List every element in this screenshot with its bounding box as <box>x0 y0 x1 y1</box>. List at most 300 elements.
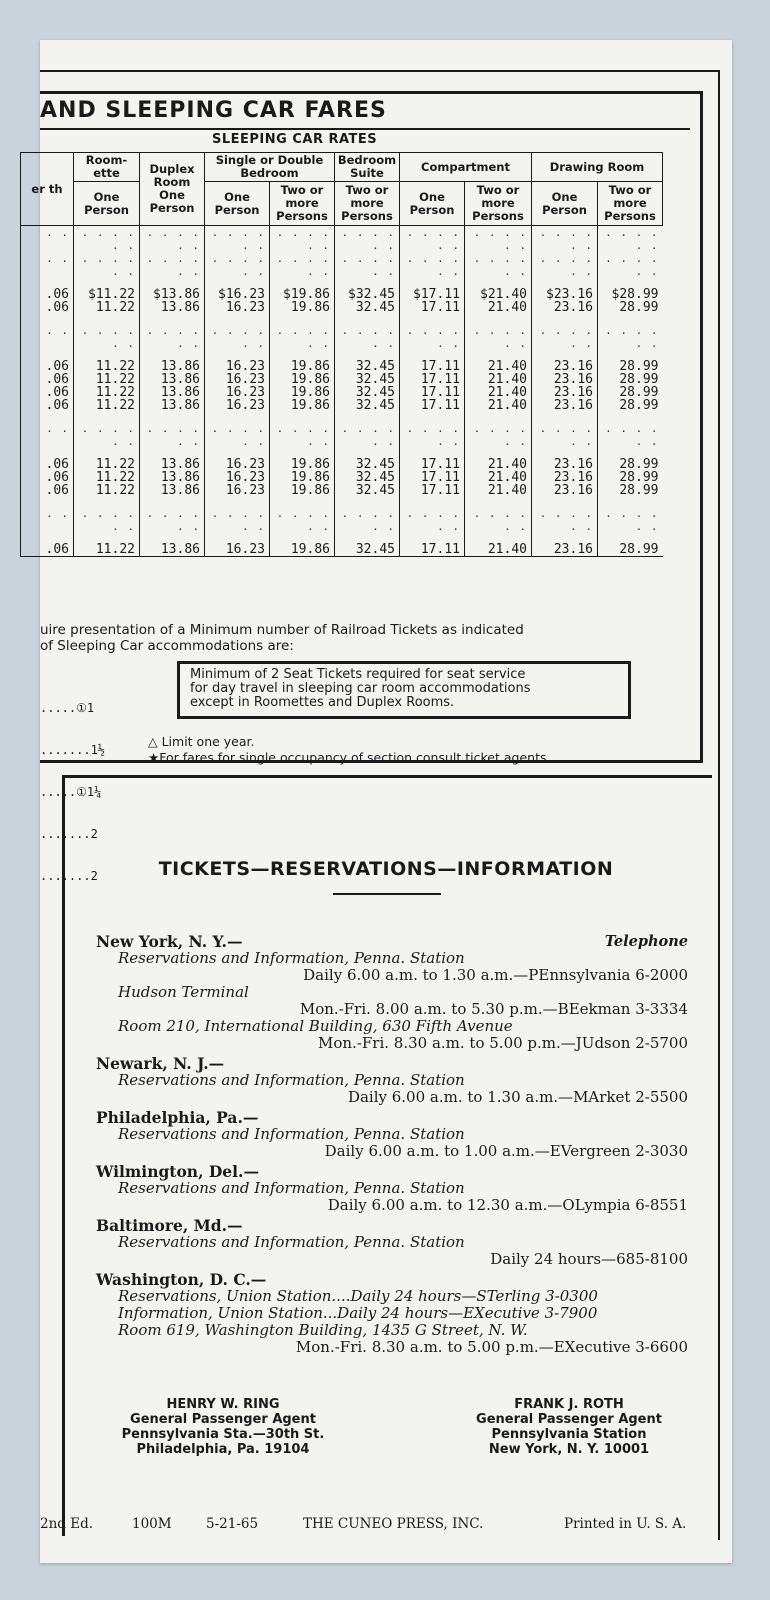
leader-dots <box>465 422 532 448</box>
spacer-cell <box>532 314 598 324</box>
leader-dots <box>465 226 532 253</box>
spacer-cell <box>598 497 663 507</box>
notice-line: Minimum of 2 Seat Tickets required for seat service <box>190 667 526 682</box>
leader-dots <box>270 324 335 350</box>
rate-cell: $19.86 <box>270 288 335 301</box>
rate-cell: 11.22 <box>74 360 140 373</box>
agent-city: New York, N. Y. 10001 <box>488 1442 650 1457</box>
timetable-page <box>31 40 732 1563</box>
rate-cell: 17.11 <box>400 373 465 386</box>
rate-cell: 28.99 <box>598 471 663 484</box>
rate-cell: $23.16 <box>532 288 598 301</box>
rate-cell: 19.86 <box>270 399 335 412</box>
dots: . . . . . . <box>406 422 460 448</box>
spacer-cell <box>74 412 140 422</box>
spacer-row <box>21 497 663 507</box>
leader-dots <box>335 226 400 253</box>
minimum-item: .......2 <box>40 869 98 883</box>
office-block <box>96 1163 688 1214</box>
office-hours-phone: Daily 6.00 a.m. to 1.00 a.m.—EVergreen 2-3030 <box>324 1142 688 1160</box>
office-city: Baltimore, Md.— <box>96 1216 243 1235</box>
leader-dots <box>532 226 598 253</box>
spacer-cell <box>21 412 74 422</box>
office-location: Reservations and Information, Penna. Station <box>118 1179 465 1197</box>
rate-cell: .06 <box>21 399 74 412</box>
rate-row <box>21 543 663 557</box>
subheader-cell: One Person <box>400 182 465 226</box>
rate-cell: 17.11 <box>400 360 465 373</box>
rates-body <box>21 226 663 557</box>
dotted-row <box>21 226 663 253</box>
spacer-cell <box>465 497 532 507</box>
dots: . . . . . . <box>473 422 527 448</box>
spacer-cell <box>335 497 400 507</box>
leader-dots <box>598 422 663 448</box>
dots: . . . . . . <box>276 507 330 533</box>
agent-name: HENRY W. RING <box>166 1397 280 1412</box>
leader-dots <box>21 226 74 253</box>
rate-cell: 32.45 <box>335 301 400 314</box>
leader-dots <box>598 226 663 253</box>
rate-cell: 32.45 <box>335 399 400 412</box>
rate-cell: 32.45 <box>335 543 400 557</box>
rate-cell: 23.16 <box>532 301 598 314</box>
rate-cell: 21.40 <box>465 373 532 386</box>
minimum-item: .....①1¼ <box>40 785 102 799</box>
rate-cell: 23.16 <box>532 360 598 373</box>
rate-cell: 16.23 <box>205 373 270 386</box>
leader-dots <box>270 226 335 253</box>
dots: . . . . . . <box>211 324 265 350</box>
dotted-row <box>21 507 663 533</box>
spacer-cell <box>140 412 205 422</box>
dots: . . . . . . <box>211 252 265 278</box>
rate-cell: 13.86 <box>140 484 205 497</box>
spacer-cell <box>205 412 270 422</box>
spacer-cell <box>598 412 663 422</box>
office-location: Reservations and Information, Penna. Station <box>118 1233 465 1251</box>
rate-cell: 13.86 <box>140 373 205 386</box>
leader-dots <box>270 422 335 448</box>
office-location: Reservations, Union Station....Daily 24 hours—STerling 3-0300 <box>118 1287 598 1305</box>
leader-dots <box>465 324 532 350</box>
rate-cell: 21.40 <box>465 484 532 497</box>
rate-cell: 16.23 <box>205 458 270 471</box>
edition: 2nd Ed. <box>40 1516 94 1532</box>
title-divider <box>40 128 690 130</box>
leader-dots <box>74 324 140 350</box>
dots: . . . . . . <box>605 324 659 350</box>
spacer-cell <box>21 497 74 507</box>
single-occupancy-footnote: ★For fares for single occupancy of section consult ticket agents. <box>148 750 551 765</box>
spacer-cell <box>598 314 663 324</box>
rate-cell: 23.16 <box>532 543 598 557</box>
leader-dots <box>270 507 335 533</box>
dots: . . . . . . <box>473 324 527 350</box>
spacer-cell <box>270 497 335 507</box>
office-block <box>96 933 688 1052</box>
rate-cell: 32.45 <box>335 471 400 484</box>
rate-cell: $17.11 <box>400 288 465 301</box>
office-location: Reservations and Information, Penna. Station <box>118 1125 465 1143</box>
rate-cell: 28.99 <box>598 373 663 386</box>
rate-cell: 13.86 <box>140 471 205 484</box>
spacer-cell <box>74 497 140 507</box>
rate-cell: 23.16 <box>532 484 598 497</box>
rate-cell: 21.40 <box>465 458 532 471</box>
dots: . . . . . . <box>539 507 593 533</box>
office-hours-phone: Daily 6.00 a.m. to 1.30 a.m.—PEnnsylvania 6-2000 <box>303 966 688 984</box>
rate-cell: $32.45 <box>335 288 400 301</box>
dots: . . . . . . <box>341 324 395 350</box>
agent-station: Pennsylvania Sta.—30th St. <box>121 1427 325 1442</box>
office-hours-phone: Daily 6.00 a.m. to 12.30 a.m.—OLympia 6-8551 <box>327 1196 688 1214</box>
header-bedroom-suite: Bedroom Suite <box>335 153 400 182</box>
dots: . . . . . . <box>81 252 135 278</box>
office-hours-phone: Daily 24 hours—685-8100 <box>490 1250 688 1268</box>
dots: . . . . . . <box>341 252 395 278</box>
rate-cell: 28.99 <box>598 484 663 497</box>
leader-dots <box>74 252 140 278</box>
dots: . . . . . . <box>276 422 330 448</box>
notice-line: for day travel in sleeping car room accommodations <box>190 681 531 696</box>
rate-cell: 19.86 <box>270 458 335 471</box>
minimum-item: .....①1 <box>40 701 95 715</box>
leader-dots <box>598 252 663 278</box>
office-hours-phone: Mon.-Fri. 8.30 a.m. to 5.00 p.m.—EXecutive 3-6600 <box>295 1338 688 1356</box>
rate-cell: 17.11 <box>400 471 465 484</box>
rate-cell: 11.22 <box>74 301 140 314</box>
office-block <box>96 1217 688 1268</box>
spacer-cell <box>140 497 205 507</box>
rate-cell: $28.99 <box>598 288 663 301</box>
leader-dots <box>205 252 270 278</box>
spacer-cell <box>140 314 205 324</box>
spacer-cell <box>205 314 270 324</box>
dots: . . . . . . <box>211 507 265 533</box>
dots: . . . . . . <box>605 226 659 252</box>
notice-line: except in Roomettes and Duplex Rooms. <box>190 695 455 710</box>
rate-cell: 19.86 <box>270 471 335 484</box>
rate-cell: 28.99 <box>598 458 663 471</box>
rate-cell: 17.11 <box>400 301 465 314</box>
dots: . . . . . . <box>146 422 200 448</box>
agent-new-york <box>444 1397 694 1457</box>
rate-cell: 17.11 <box>400 399 465 412</box>
rate-cell: 28.99 <box>598 386 663 399</box>
leader-dots <box>205 226 270 253</box>
dots: . . <box>46 324 69 337</box>
rate-cell: 21.40 <box>465 543 532 557</box>
dots: . . . . . . <box>146 324 200 350</box>
rate-cell: 16.23 <box>205 543 270 557</box>
rate-cell: 21.40 <box>465 399 532 412</box>
agent-title: General Passenger Agent <box>476 1412 662 1427</box>
spacer-cell <box>465 314 532 324</box>
header-compartment: Compartment <box>400 153 532 182</box>
leader-dots <box>74 422 140 448</box>
office-city: Newark, N. J.— <box>96 1054 225 1073</box>
rate-cell: 16.23 <box>205 360 270 373</box>
rate-cell: 23.16 <box>532 373 598 386</box>
leader-dots <box>21 422 74 448</box>
office-location: Reservations and Information, Penna. Station <box>118 1071 465 1089</box>
rate-cell: 19.86 <box>270 301 335 314</box>
dots: . . . . . . <box>341 422 395 448</box>
rate-cell: 23.16 <box>532 471 598 484</box>
office-location: Hudson Terminal <box>118 983 249 1001</box>
dots: . . . . . . <box>81 422 135 448</box>
rate-cell: 32.45 <box>335 458 400 471</box>
leader-dots <box>205 324 270 350</box>
dotted-row <box>21 252 663 278</box>
rate-row <box>21 301 663 314</box>
office-block <box>96 1109 688 1160</box>
dots: . . <box>46 507 69 520</box>
dots: . . . . . . <box>539 422 593 448</box>
spacer-cell <box>400 412 465 422</box>
rate-cell: 11.22 <box>74 543 140 557</box>
note-line: uire presentation of a Minimum number of Railroad Tickets as indicated <box>40 622 524 638</box>
rate-cell: 11.22 <box>74 386 140 399</box>
dots: . . . . . . <box>276 226 330 252</box>
spacer-cell <box>335 412 400 422</box>
header-single-double-bedroom: Single or Double Bedroom <box>205 153 335 182</box>
rate-cell: .06 <box>21 373 74 386</box>
dots: . . . . . . <box>539 252 593 278</box>
leader-dots <box>74 226 140 253</box>
rate-cell: .06 <box>21 458 74 471</box>
printer-name: THE CUNEO PRESS, INC. <box>303 1516 484 1532</box>
rate-cell: 28.99 <box>598 543 663 557</box>
leader-dots <box>140 252 205 278</box>
rate-cell: .06 <box>21 288 74 301</box>
dots: . . . . . . <box>539 324 593 350</box>
office-hours-phone: Mon.-Fri. 8.00 a.m. to 5.30 p.m.—BEekman 3-3334 <box>299 1000 688 1018</box>
header-drawing-room: Drawing Room <box>532 153 663 182</box>
leader-dots <box>270 252 335 278</box>
rate-cell: 11.22 <box>74 471 140 484</box>
dots: . . . . . . <box>276 252 330 278</box>
leader-dots <box>532 324 598 350</box>
rate-cell: 23.16 <box>532 399 598 412</box>
dots: . . . . . . <box>539 226 593 252</box>
spacer-cell <box>335 314 400 324</box>
rate-row <box>21 399 663 412</box>
rate-cell: .06 <box>21 543 74 557</box>
info-title-divider <box>333 893 441 895</box>
leader-dots <box>532 252 598 278</box>
leader-dots <box>21 252 74 278</box>
rate-cell: 11.22 <box>74 484 140 497</box>
office-hours-phone: Daily 6.00 a.m. to 1.30 a.m.—MArket 2-5500 <box>347 1088 688 1106</box>
dots: . . . . . . <box>146 226 200 252</box>
leader-dots <box>465 252 532 278</box>
dotted-row <box>21 324 663 350</box>
minimum-item: .......2 <box>40 827 98 841</box>
agent-station: Pennsylvania Station <box>491 1427 647 1442</box>
leader-dots <box>205 422 270 448</box>
rate-cell: 16.23 <box>205 386 270 399</box>
subheader-cell: Two or more Persons <box>465 182 532 226</box>
dots: . . . . . . <box>473 226 527 252</box>
dots: . . . . . . <box>146 252 200 278</box>
rate-cell: 16.23 <box>205 399 270 412</box>
rate-cell: 21.40 <box>465 301 532 314</box>
leader-dots <box>465 507 532 533</box>
minimum-item: .......1½ <box>40 743 106 757</box>
dots: . . . . . . <box>473 507 527 533</box>
minimum-tickets-note <box>40 622 524 654</box>
leader-dots <box>21 324 74 350</box>
office-location: Room 619, Washington Building, 1435 G Street, N. W. <box>118 1321 528 1339</box>
dots: . . . . . . <box>406 324 460 350</box>
leader-dots <box>335 422 400 448</box>
rate-cell: 19.86 <box>270 373 335 386</box>
spacer-cell <box>532 497 598 507</box>
info-title: TICKETS—RESERVATIONS—INFORMATION <box>158 858 614 880</box>
dots: . . <box>46 226 69 239</box>
subheader-cell: One Person <box>205 182 270 226</box>
printed-in: Printed in U. S. A. <box>564 1516 687 1532</box>
rate-cell: 13.86 <box>140 386 205 399</box>
rate-cell: 32.45 <box>335 484 400 497</box>
leader-dots <box>400 226 465 253</box>
leader-dots <box>21 507 74 533</box>
leader-dots <box>532 422 598 448</box>
office-hours-phone: Mon.-Fri. 8.30 a.m. to 5.00 p.m.—JUdson 2-5700 <box>318 1034 688 1052</box>
dots: . . . . . . <box>341 226 395 252</box>
subheader-cell: One Person <box>74 182 140 226</box>
header-cut-off: er th <box>21 153 74 226</box>
agent-philadelphia <box>98 1397 348 1457</box>
header-roomette: Room-ette <box>74 153 140 182</box>
rate-cell: 16.23 <box>205 301 270 314</box>
leader-dots <box>205 507 270 533</box>
rate-cell: $21.40 <box>465 288 532 301</box>
leader-dots <box>400 324 465 350</box>
dots: . . . . . . <box>406 226 460 252</box>
office-city: New York, N. Y.— <box>96 932 243 951</box>
subheader-cell: Two or more Persons <box>598 182 663 226</box>
dots: . . . . . . <box>605 507 659 533</box>
dots: . . . . . . <box>81 324 135 350</box>
rate-cell: .06 <box>21 484 74 497</box>
footnotes <box>148 734 550 766</box>
right-border <box>718 70 720 1540</box>
spacer-cell <box>532 412 598 422</box>
rate-cell: .06 <box>21 386 74 399</box>
rate-cell: 16.23 <box>205 471 270 484</box>
dots: . . . . . . <box>406 252 460 278</box>
dots: . . . . . . <box>276 324 330 350</box>
rate-cell: 21.40 <box>465 471 532 484</box>
note-line: of Sleeping Car accommodations are: <box>40 638 294 654</box>
leader-dots <box>400 507 465 533</box>
spacer-row <box>21 412 663 422</box>
spacer-cell <box>205 497 270 507</box>
spacer-cell <box>400 497 465 507</box>
rate-cell: 17.11 <box>400 458 465 471</box>
spacer-cell <box>400 314 465 324</box>
spacer-cell <box>74 314 140 324</box>
rate-cell: $13.86 <box>140 288 205 301</box>
dots: . . . . . . <box>605 252 659 278</box>
leader-dots <box>400 422 465 448</box>
top-border <box>40 70 720 72</box>
agent-title: General Passenger Agent <box>130 1412 316 1427</box>
rate-row <box>21 484 663 497</box>
office-block <box>96 1055 688 1106</box>
rate-cell: 13.86 <box>140 360 205 373</box>
rate-cell: 11.22 <box>74 373 140 386</box>
rate-cell: 23.16 <box>532 386 598 399</box>
subheader-cell: One Person <box>532 182 598 226</box>
dots: . . . . . . <box>211 226 265 252</box>
rate-cell: 28.99 <box>598 360 663 373</box>
office-location: Reservations and Information, Penna. Station <box>118 949 465 967</box>
print-quantity: 100M <box>132 1516 172 1532</box>
rate-cell: 13.86 <box>140 301 205 314</box>
dots: . . <box>46 422 69 435</box>
dotted-row <box>21 422 663 448</box>
leader-dots <box>335 324 400 350</box>
rate-cell: $11.22 <box>74 288 140 301</box>
rate-cell: 16.23 <box>205 484 270 497</box>
seat-ticket-notice <box>177 661 631 719</box>
dots: . . . . . . <box>341 507 395 533</box>
office-city: Philadelphia, Pa.— <box>96 1108 259 1127</box>
rate-cell: 32.45 <box>335 373 400 386</box>
sleeping-car-rates-table <box>20 152 663 557</box>
agent-city: Philadelphia, Pa. 19104 <box>136 1442 310 1457</box>
dots: . . . . . . <box>146 507 200 533</box>
rate-cell: 19.86 <box>270 543 335 557</box>
rate-cell: 17.11 <box>400 386 465 399</box>
rate-cell: 19.86 <box>270 484 335 497</box>
leader-dots <box>140 422 205 448</box>
rate-cell: .06 <box>21 360 74 373</box>
office-location: Room 210, International Building, 630 Fifth Avenue <box>118 1017 513 1035</box>
rate-cell: 21.40 <box>465 360 532 373</box>
spacer-row <box>21 314 663 324</box>
rate-cell: 19.86 <box>270 360 335 373</box>
rate-cell: 17.11 <box>400 543 465 557</box>
office-city: Wilmington, Del.— <box>96 1162 259 1181</box>
spacer-cell <box>465 412 532 422</box>
leader-dots <box>598 324 663 350</box>
table-subheading: SLEEPING CAR RATES <box>212 132 378 147</box>
rate-cell: 11.22 <box>74 458 140 471</box>
rate-cell: .06 <box>21 301 74 314</box>
leader-dots <box>140 226 205 253</box>
leader-dots <box>400 252 465 278</box>
subheader-cell: Two or more Persons <box>270 182 335 226</box>
rate-cell: 28.99 <box>598 301 663 314</box>
leader-dots <box>140 324 205 350</box>
telephone-label: Telephone <box>604 933 688 950</box>
agent-name: FRANK J. ROTH <box>514 1397 624 1412</box>
rate-cell: $16.23 <box>205 288 270 301</box>
dots: . . . . . . <box>211 422 265 448</box>
rate-cell: 32.45 <box>335 386 400 399</box>
spacer-cell <box>270 314 335 324</box>
limit-footnote: △ Limit one year. <box>148 734 255 749</box>
leader-dots <box>140 507 205 533</box>
leader-dots <box>598 507 663 533</box>
spacer-cell <box>21 314 74 324</box>
rate-cell: 28.99 <box>598 399 663 412</box>
